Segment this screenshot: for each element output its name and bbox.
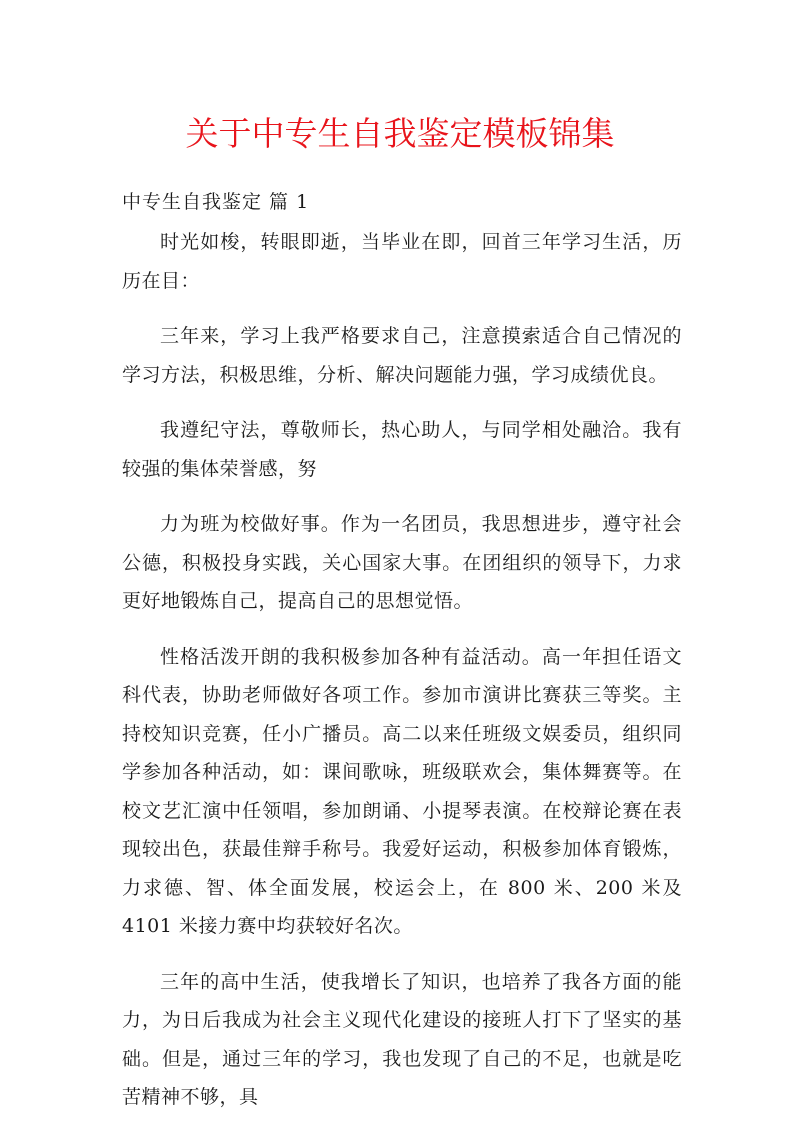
- paragraph: 我遵纪守法，尊敬师长，热心助人，与同学相处融洽。我有较强的集体荣誉感，努: [122, 419, 682, 480]
- document-title: 关于中专生自我鉴定模板锦集: [185, 114, 615, 153]
- document-body: [122, 223, 682, 1134]
- paragraph: 三年的高中生活，使我增长了知识，也培养了我各方面的能力，为日后我成为社会主义现代化建设的接班人打下了坚实的基础。但是，通过三年的学习，我也发现了自己的不足，也就是吃苦精神不够，具: [122, 970, 682, 1108]
- paragraph: 时光如梭，转眼即逝，当毕业在即，回首三年学习生活，历历在目：: [122, 231, 682, 292]
- section-heading: 中专生自我鉴定 篇 1: [122, 191, 310, 213]
- paragraph: 性格活泼开朗的我积极参加各种有益活动。高一年担任语文科代表，协助老师做好各项工作。参加市演讲比赛获三等奖。主持校知识竞赛，任小广播员。高二以来任班级文娱委员，组织同学参加各种活动，如：课间歌咏，班级联欢会，集体舞赛等。在校文艺汇演中任领唱，参加朗诵、小提琴表演。在校辩论赛在表现较出色，获最佳辩手称号。我爱好运动，积极参加体育锻炼，力求德、智、体全面发展，校运会上，在 800 米、200 米及 4101 米接力赛中均获较好名次。: [122, 645, 682, 937]
- paragraph: 力为班为校做好事。作为一名团员，我思想进步，遵守社会公德，积极投身实践，关心国家大事。在团组织的领导下，力求更好地锻炼自己，提高自己的思想觉悟。: [122, 513, 682, 612]
- paragraph: 三年来，学习上我严格要求自己，注意摸索适合自己情况的学习方法，积极思维，分析、解决问题能力强，学习成绩优良。: [122, 325, 682, 386]
